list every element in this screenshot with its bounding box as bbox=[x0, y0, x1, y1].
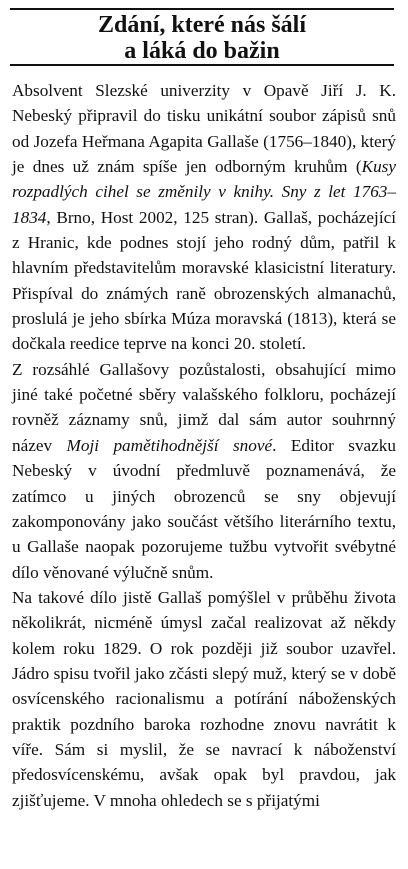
paragraph-1-text-b: , Brno, Host 2002, 125 stran). Gallaš, pocházející z Hranic, kde podnes stojí jeho rodný dům, patřil k hlavním představitelům moravské klasicistní literatury. Přispíval do známých raně obrozenských almanachů, proslulá je jeho sbírka Múza moravská (1813), která se dočkala reedice teprve na konci 20. století. bbox=[12, 207, 396, 354]
article-body bbox=[12, 78, 396, 813]
paragraph-1 bbox=[12, 78, 396, 357]
headline-line-1: Zdání, které nás šálí bbox=[97, 12, 307, 38]
paragraph-2-text-b: . Editor svazku Nebeský v úvodní předmluvě poznamenává, že zatímco u jiných obrozenců se sny objevují zakomponovány jako součást většího literárního textu, u Gallaše naopak pozorujeme tužbu vytvořit svébytné dílo věnované výlučně snům. bbox=[12, 435, 396, 582]
paragraph-3 bbox=[12, 585, 396, 813]
headline-line-2: a láká do bažin bbox=[124, 38, 280, 64]
headline-box bbox=[10, 8, 394, 66]
headline bbox=[10, 10, 394, 64]
book-title: Kusy rozpadlých cihel se změnily v knihy. Sny z let 1763–1834 bbox=[12, 157, 396, 227]
paragraph-1-text-a: Absolvent Slezské univerzity v Opavě Jiří J. K. Nebeský připravil do tisku unikátní soubor zápisů snů od Jozefa Heřmana Agapita Gallaše (1756–1840), který je dnes už znám spíše jen odborným kruhům ( bbox=[12, 81, 396, 177]
paragraph-3-text: Na takové dílo jistě Gallaš pomýšlel v průběhu života několikrát, nicméně úmysl začal realizovat až někdy kolem roku 1829. O rok později již soubor uzavřel. Jádro spisu tvořil jako zčásti slepý muž, který se v době osvícenského racionalismu a potírání náboženských praktik pozdního baroka rozhodne znovu navrátit k víře. Sám si myslil, že se navrací k náboženství předosvícenskému, avšak opak byl pravdou, jak zjišťujeme. V mnoha ohledech se s přijatými bbox=[12, 587, 396, 810]
paragraph-2 bbox=[12, 357, 396, 585]
paragraph-2-text-a: Z rozsáhlé Gallašovy pozůstalosti, obsahující mimo jiné také početné sběry valašského folkloru, pocházejí rovněž záznamy snů, jimž dal sám autor souhrnný název bbox=[12, 359, 396, 455]
dream-collection-title: Moji pamětihodnější snové bbox=[66, 435, 273, 455]
